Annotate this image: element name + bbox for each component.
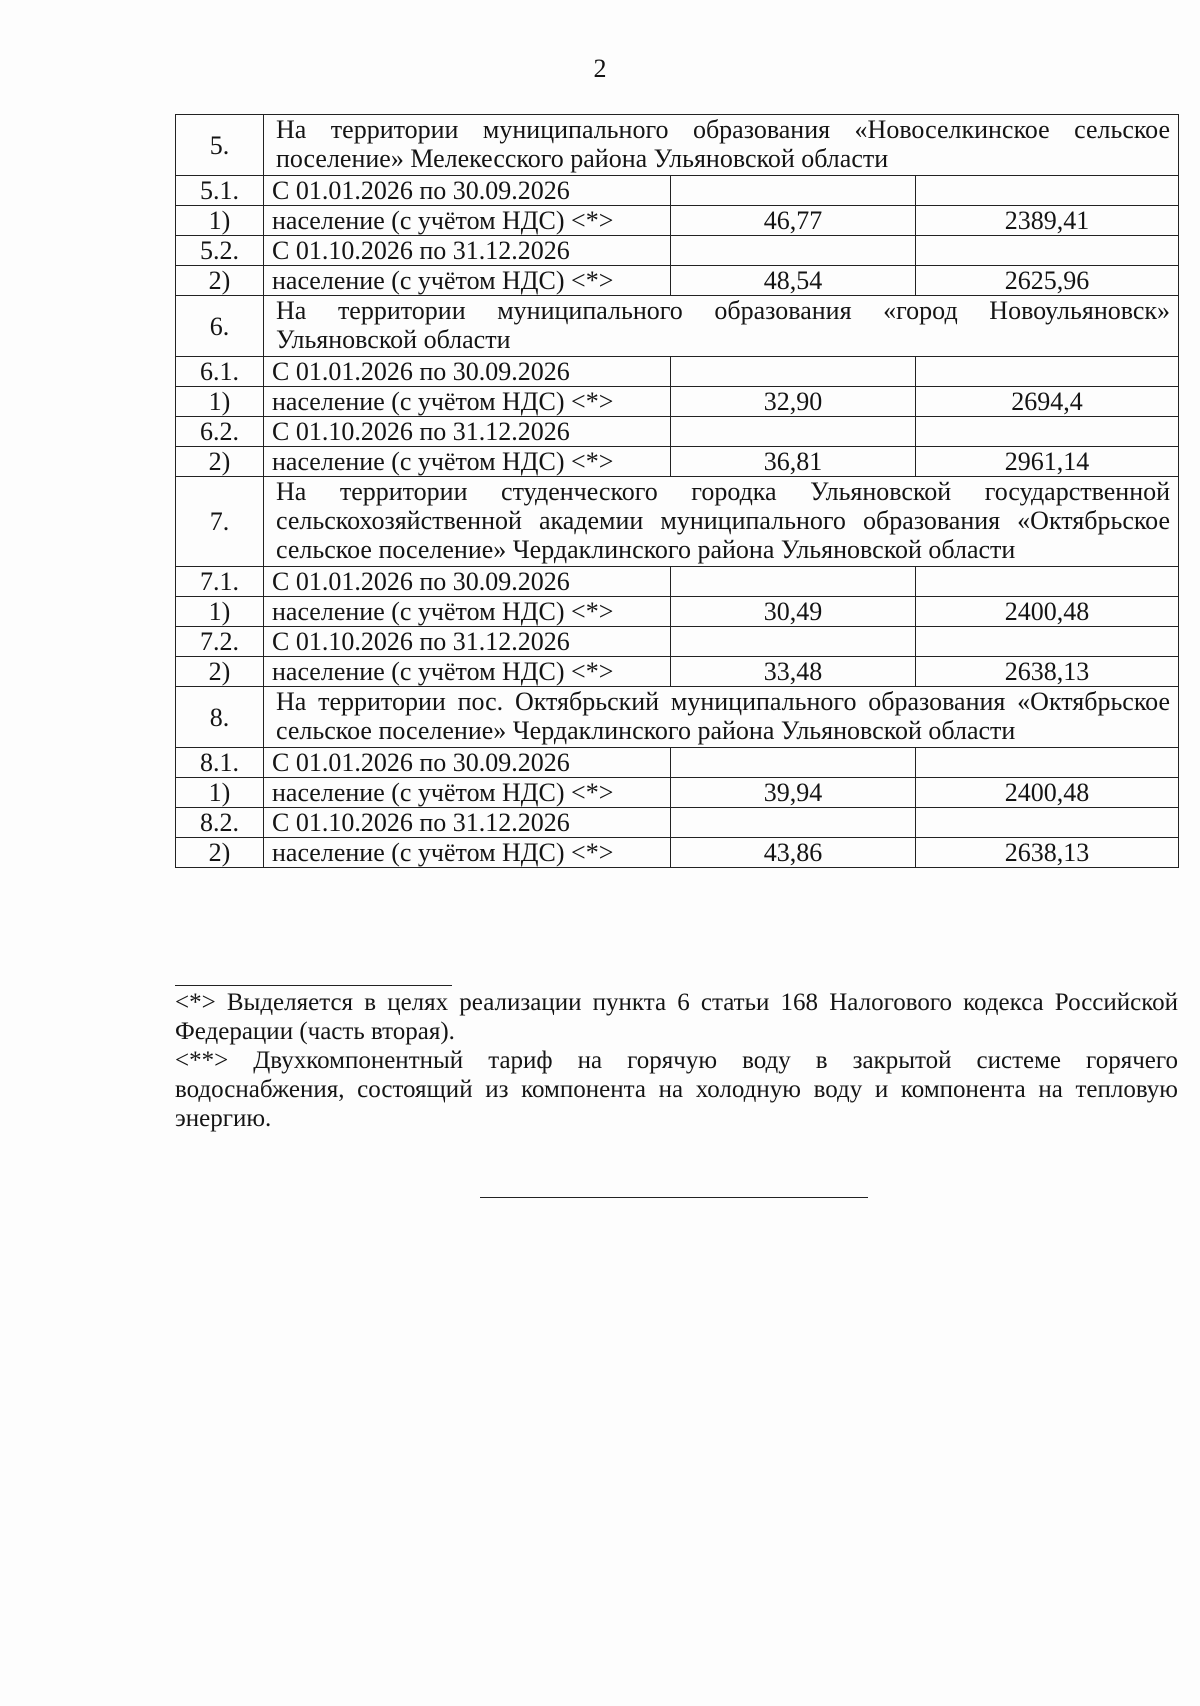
- period-number: 5.1.: [176, 176, 264, 206]
- tariff-value-1: 43,86: [671, 838, 916, 868]
- empty-cell: [671, 627, 916, 657]
- tariff-value-2: 2400,48: [916, 597, 1179, 627]
- tariff-value-1: 46,77: [671, 206, 916, 236]
- section-title: На территории пос. Октябрьский муниципального образования «Октябрьское сельское поселение» Чердаклинского района Ульяновской области: [264, 687, 1179, 748]
- period-number: 5.2.: [176, 236, 264, 266]
- period-number: 8.2.: [176, 808, 264, 838]
- tariff-row: [176, 206, 1179, 236]
- item-number: 2): [176, 447, 264, 477]
- tariff-value-1: 32,90: [671, 387, 916, 417]
- empty-cell: [916, 808, 1179, 838]
- tariff-table: [175, 114, 1179, 868]
- item-number: 2): [176, 657, 264, 687]
- period-row: [176, 748, 1179, 778]
- consumer-label: население (с учётом НДС) <*>: [264, 657, 671, 687]
- section-number: 5.: [176, 115, 264, 176]
- empty-cell: [916, 567, 1179, 597]
- empty-cell: [916, 236, 1179, 266]
- period-label: С 01.01.2026 по 30.09.2026: [264, 357, 671, 387]
- period-label: С 01.01.2026 по 30.09.2026: [264, 176, 671, 206]
- tariff-value-2: 2961,14: [916, 447, 1179, 477]
- period-row: [176, 236, 1179, 266]
- empty-cell: [671, 808, 916, 838]
- tariff-row: [176, 266, 1179, 296]
- footnote-separator: [175, 985, 452, 986]
- period-label: С 01.01.2026 по 30.09.2026: [264, 567, 671, 597]
- tariff-value-1: 39,94: [671, 778, 916, 808]
- item-number: 1): [176, 387, 264, 417]
- period-label: С 01.10.2026 по 31.12.2026: [264, 236, 671, 266]
- empty-cell: [671, 748, 916, 778]
- empty-cell: [916, 417, 1179, 447]
- section-title: На территории студенческого городка Ульяновской государственной сельскохозяйственной академии муниципального образования «Октябрьское сельское поселение» Чердаклинского района Ульяновской области: [264, 477, 1179, 567]
- tariff-value-1: 33,48: [671, 657, 916, 687]
- period-number: 7.1.: [176, 567, 264, 597]
- tariff-row: [176, 838, 1179, 868]
- footnote-vat: <*> Выделяется в целях реализации пункта 6 статьи 168 Налогового кодекса Российской Федерации (часть вторая).: [175, 989, 1178, 1045]
- period-label: С 01.10.2026 по 31.12.2026: [264, 417, 671, 447]
- period-label: С 01.10.2026 по 31.12.2026: [264, 808, 671, 838]
- section-row: [176, 687, 1179, 748]
- period-row: [176, 357, 1179, 387]
- footnotes: [175, 988, 1178, 1133]
- period-row: [176, 627, 1179, 657]
- consumer-label: население (с учётом НДС) <*>: [264, 838, 671, 868]
- consumer-label: население (с учётом НДС) <*>: [264, 387, 671, 417]
- consumer-label: население (с учётом НДС) <*>: [264, 778, 671, 808]
- period-number: 8.1.: [176, 748, 264, 778]
- tariff-row: [176, 387, 1179, 417]
- page-number: 2: [593, 54, 607, 83]
- empty-cell: [671, 176, 916, 206]
- section-row: [176, 296, 1179, 357]
- tariff-row: [176, 597, 1179, 627]
- tariff-value-2: 2638,13: [916, 838, 1179, 868]
- period-label: С 01.01.2026 по 30.09.2026: [264, 748, 671, 778]
- section-number: 6.: [176, 296, 264, 357]
- tariff-value-1: 48,54: [671, 266, 916, 296]
- period-number: 6.1.: [176, 357, 264, 387]
- section-row: [176, 477, 1179, 567]
- tariff-value-2: 2400,48: [916, 778, 1179, 808]
- section-row: [176, 115, 1179, 176]
- consumer-label: население (с учётом НДС) <*>: [264, 447, 671, 477]
- period-label: С 01.10.2026 по 31.12.2026: [264, 627, 671, 657]
- empty-cell: [916, 627, 1179, 657]
- item-number: 2): [176, 838, 264, 868]
- empty-cell: [671, 357, 916, 387]
- section-title: На территории муниципального образования «Новоселкинское сельское поселение» Мелекесского района Ульяновской области: [264, 115, 1179, 176]
- footnote-two-component-tariff: <**> Двухкомпонентный тариф на горячую воду в закрытой системе горячего водоснабжения, состоящий из компонента на холодную воду и компонента на тепловую энергию.: [175, 1047, 1178, 1132]
- empty-cell: [916, 176, 1179, 206]
- tariff-row: [176, 778, 1179, 808]
- period-row: [176, 176, 1179, 206]
- item-number: 1): [176, 597, 264, 627]
- section-number: 7.: [176, 477, 264, 567]
- item-number: 1): [176, 206, 264, 236]
- empty-cell: [671, 417, 916, 447]
- tariff-value-1: 36,81: [671, 447, 916, 477]
- tariff-value-1: 30,49: [671, 597, 916, 627]
- period-row: [176, 417, 1179, 447]
- period-row: [176, 567, 1179, 597]
- consumer-label: население (с учётом НДС) <*>: [264, 206, 671, 236]
- empty-cell: [671, 567, 916, 597]
- document-end-line: [480, 1197, 868, 1198]
- consumer-label: население (с учётом НДС) <*>: [264, 266, 671, 296]
- tariff-row: [176, 447, 1179, 477]
- item-number: 1): [176, 778, 264, 808]
- period-row: [176, 808, 1179, 838]
- empty-cell: [671, 236, 916, 266]
- tariff-table-body: [176, 115, 1179, 868]
- section-title: На территории муниципального образования «город Новоульяновск» Ульяновской области: [264, 296, 1179, 357]
- tariff-value-2: 2694,4: [916, 387, 1179, 417]
- tariff-value-2: 2389,41: [916, 206, 1179, 236]
- item-number: 2): [176, 266, 264, 296]
- tariff-value-2: 2625,96: [916, 266, 1179, 296]
- consumer-label: население (с учётом НДС) <*>: [264, 597, 671, 627]
- tariff-row: [176, 657, 1179, 687]
- period-number: 7.2.: [176, 627, 264, 657]
- section-number: 8.: [176, 687, 264, 748]
- empty-cell: [916, 357, 1179, 387]
- tariff-value-2: 2638,13: [916, 657, 1179, 687]
- period-number: 6.2.: [176, 417, 264, 447]
- empty-cell: [916, 748, 1179, 778]
